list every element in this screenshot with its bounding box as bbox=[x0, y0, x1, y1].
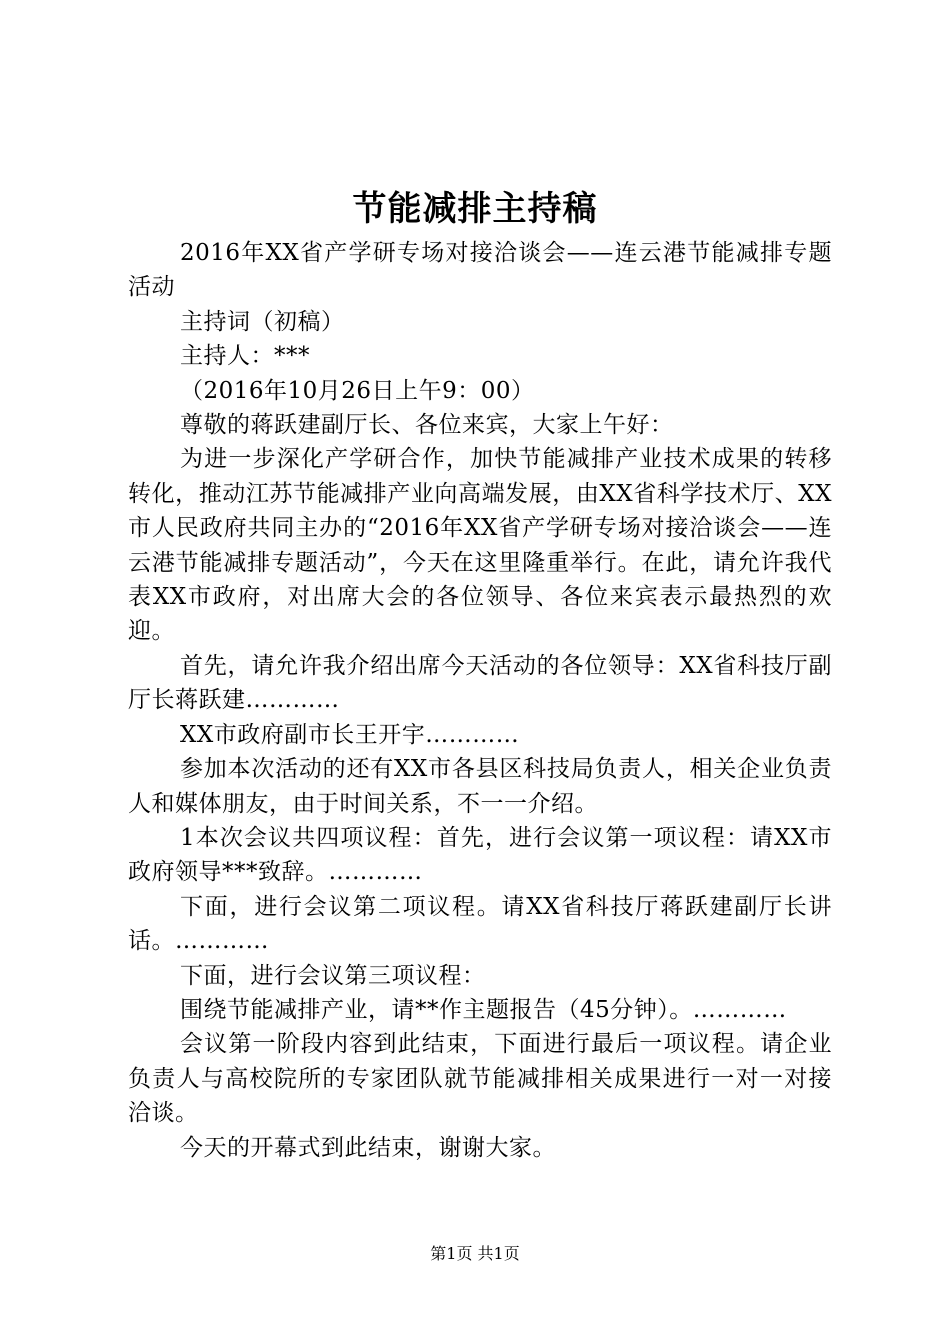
paragraph-event-name: 2016年XX省产学研专场对接洽谈会——连云港节能减排专题活动 bbox=[128, 240, 832, 301]
paragraph-vice-mayor: XX市政府副市长王开宇………… bbox=[180, 721, 520, 748]
paragraph-closing: 今天的开幕式到此结束，谢谢大家。 bbox=[180, 1134, 556, 1161]
document-title: 节能减排主持稿 bbox=[352, 189, 598, 229]
paragraph-datetime: （2016年10月26日上午9：00） bbox=[180, 377, 535, 404]
paragraph-welcome: 为进一步深化产学研合作，加快节能减排产业技术成果的转移转化，推动江苏节能减排产业向高端发展，由XX省科学技术厅、XX市人民政府共同主办的“2016年XX省产学研专场对接洽谈会——连云港节能减排专题活动”，今天在这里隆重举行。在此，请允许我代表XX市政府，对出席大会的各位领导、各位来宾表示最热烈的欢迎。 bbox=[128, 446, 832, 645]
paragraph-introduction: 首先，请允许我介绍出席今天活动的各位领导：XX省科技厅副厅长蒋跃建………… bbox=[128, 652, 832, 714]
paragraph-agenda-one: 1本次会议共四项议程：首先，进行会议第一项议程：请XX市政府领导***致辞。………… bbox=[128, 824, 832, 886]
paragraph-greeting: 尊敬的蒋跃建副厅长、各位来宾，大家上午好： bbox=[180, 412, 674, 439]
page-footer: 第1页 共1页 bbox=[430, 1244, 520, 1263]
paragraph-final-agenda: 会议第一阶段内容到此结束，下面进行最后一项议程。请企业负责人与高校院所的专家团队就节能减排相关成果进行一对一对接洽谈。 bbox=[128, 1031, 832, 1127]
paragraph-agenda-three: 下面，进行会议第三项议程： bbox=[180, 962, 486, 989]
paragraph-agenda-two: 下面，进行会议第二项议程。请XX省科技厅蒋跃建副厅长讲话。………… bbox=[128, 893, 832, 955]
paragraph-draft-label: 主持词（初稿） bbox=[180, 308, 345, 335]
paragraph-host: 主持人：*** bbox=[180, 343, 310, 370]
paragraph-attendees: 参加本次活动的还有XX市各县区科技局负责人，相关企业负责人和媒体朋友，由于时间关系，不一一介绍。 bbox=[128, 756, 832, 817]
paragraph-keynote: 围绕节能减排产业，请**作主题报告（45分钟）。………… bbox=[180, 996, 787, 1023]
document-body bbox=[128, 236, 832, 1165]
